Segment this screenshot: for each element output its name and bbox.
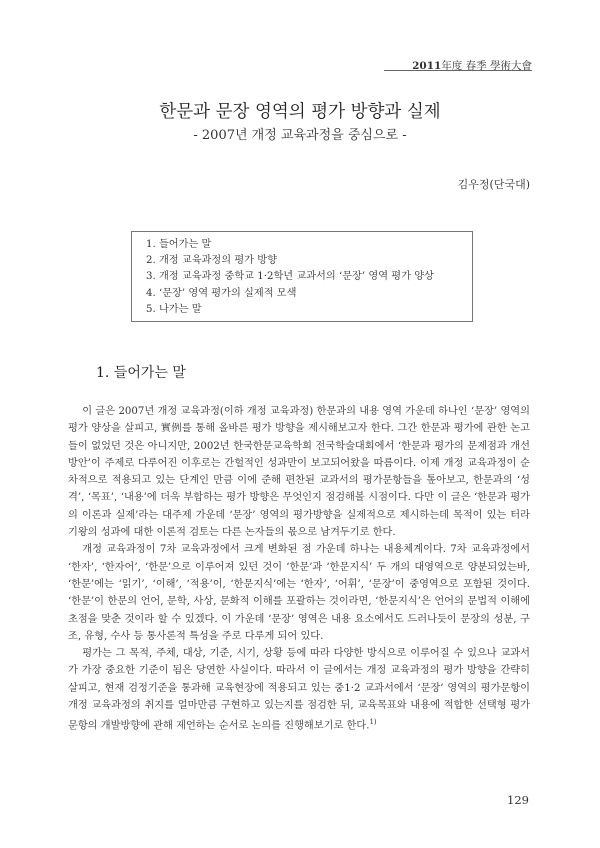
- body-text: [68, 403, 530, 735]
- paragraph-text: 평가는 그 목적, 주체, 대상, 기준, 시기, 상황 등에 따라 다양한 방식으로 이루어질 수 있으나 교과서가 가장 중요한 기준이 됨은 당연한 사실이다. 따라서 이 글에서는 개정 교육과정의 평가 방향을 간략히 살피고, 현재 검정기준을 통과해 교육현장에 적용되고 있는 중1·2 교과서에서 ‘문장’ 영역의 평가문항이 개정 교육과정의 취지를 얼마만큼 구현하고 있는지를 점검한 뒤, 교육목표와 내용에 적합한 선택형 평가문항의 개발방향에 관해 제언하는 순서로 논의를 진행해보기로 한다.: [68, 648, 530, 732]
- paragraph: 개정 교육과정이 7차 교육과정에서 크게 변화된 점 가운데 하나는 내용체계이다. 7차 교육과정에서 ‘한자’, ‘한자어’, ‘한문’으로 이루어져 있던 것이 ‘한문’과 ‘한문지식’ 두 개의 대영역으로 양분되었는바, ‘한문’에는 ‘읽기’, ‘이해’, ‘적용’이, ‘한문지식’에는 ‘한자’, ‘어휘’, ‘문장’이 중영역으로 포함된 것이다. ‘한문’이 한문의 언어, 문학, 사상, 문화적 이해를 포괄하는 것이라면, ‘한문지식’은 언어의 문법적 이해에 초점을 맞춘 것이라 할 수 있겠다. 이 가운데 ‘문장’ 영역은 내용 요소에서도 드러나듯이 문장의 성분, 구조, 유형, 수사 등 통사론적 특성을 주로 다루게 되어 있다.: [68, 544, 530, 642]
- header-rule: [384, 70, 532, 71]
- page-number: 129: [507, 793, 529, 807]
- toc-item: 3. 개정 교육과정 중학교 1·2학년 교과서의 ‘문장’ 영역 평가 양상: [146, 271, 434, 283]
- toc-item: 5. 나가는 말: [146, 303, 202, 315]
- toc-item: 1. 들어가는 말: [146, 239, 212, 250]
- paper-title: 한문과 문장 영역의 평가 방향과 실제: [159, 102, 441, 122]
- toc-item: 2. 개정 교육과정의 평가 방향: [146, 255, 277, 267]
- table-of-contents: [131, 231, 473, 322]
- author: 김우정(단국대): [457, 178, 530, 191]
- header-year: 2011: [412, 60, 442, 72]
- section-heading: 1. 들어가는 말: [96, 365, 186, 381]
- paragraph: 이 글은 2007년 개정 교육과정(이하 개정 교육과정) 한문과의 내용 영역 가운데 하나인 ‘문장’ 영역의 평가 양상을 살피고, 實例를 통해 올바른 평가 방향을 제시해보고자 한다. 그간 한문과 평가에 관한 논고들이 없었던 것은 아니지만, 2002년 한국한문교육학회 전국학술대회에서 ‘한문과 평가의 문제점과 개선 방안’이 주제로 다루어진 이후로는 간헐적인 성과만이 보고되어왔을 따름이다. 이제 개정 교육과정이 순차적으로 적용되고 있는 단계인 만큼 이에 준해 편찬된 교과서의 평가문항들을 톺아보고, 한문과의 ‘성격’, ‘목표’, ‘내용’에 더욱 부합하는 평가 방향은 무엇인지 점검해볼 시점이다. 다만 이 글은 ‘한문과 평가의 이론과 실제’라는 대주제 가운데 ‘문장’ 영역의 평가방향을 실제적으로 제시하는데 목적이 있는 터라 기왕의 성과에 대한 이론적 검토는 다른 논자들의 몫으로 남겨두기로 한다.: [68, 406, 530, 539]
- paragraph: [68, 645, 530, 735]
- toc-item: 4. ‘문장’ 영역 평가의 실제적 모색: [146, 287, 297, 299]
- footnote-ref[interactable]: 1): [369, 718, 377, 727]
- header-text: 年度 春季 學術大會: [441, 60, 532, 72]
- paper-subtitle: - 2007년 개정 교육과정을 중심으로 -: [193, 128, 407, 143]
